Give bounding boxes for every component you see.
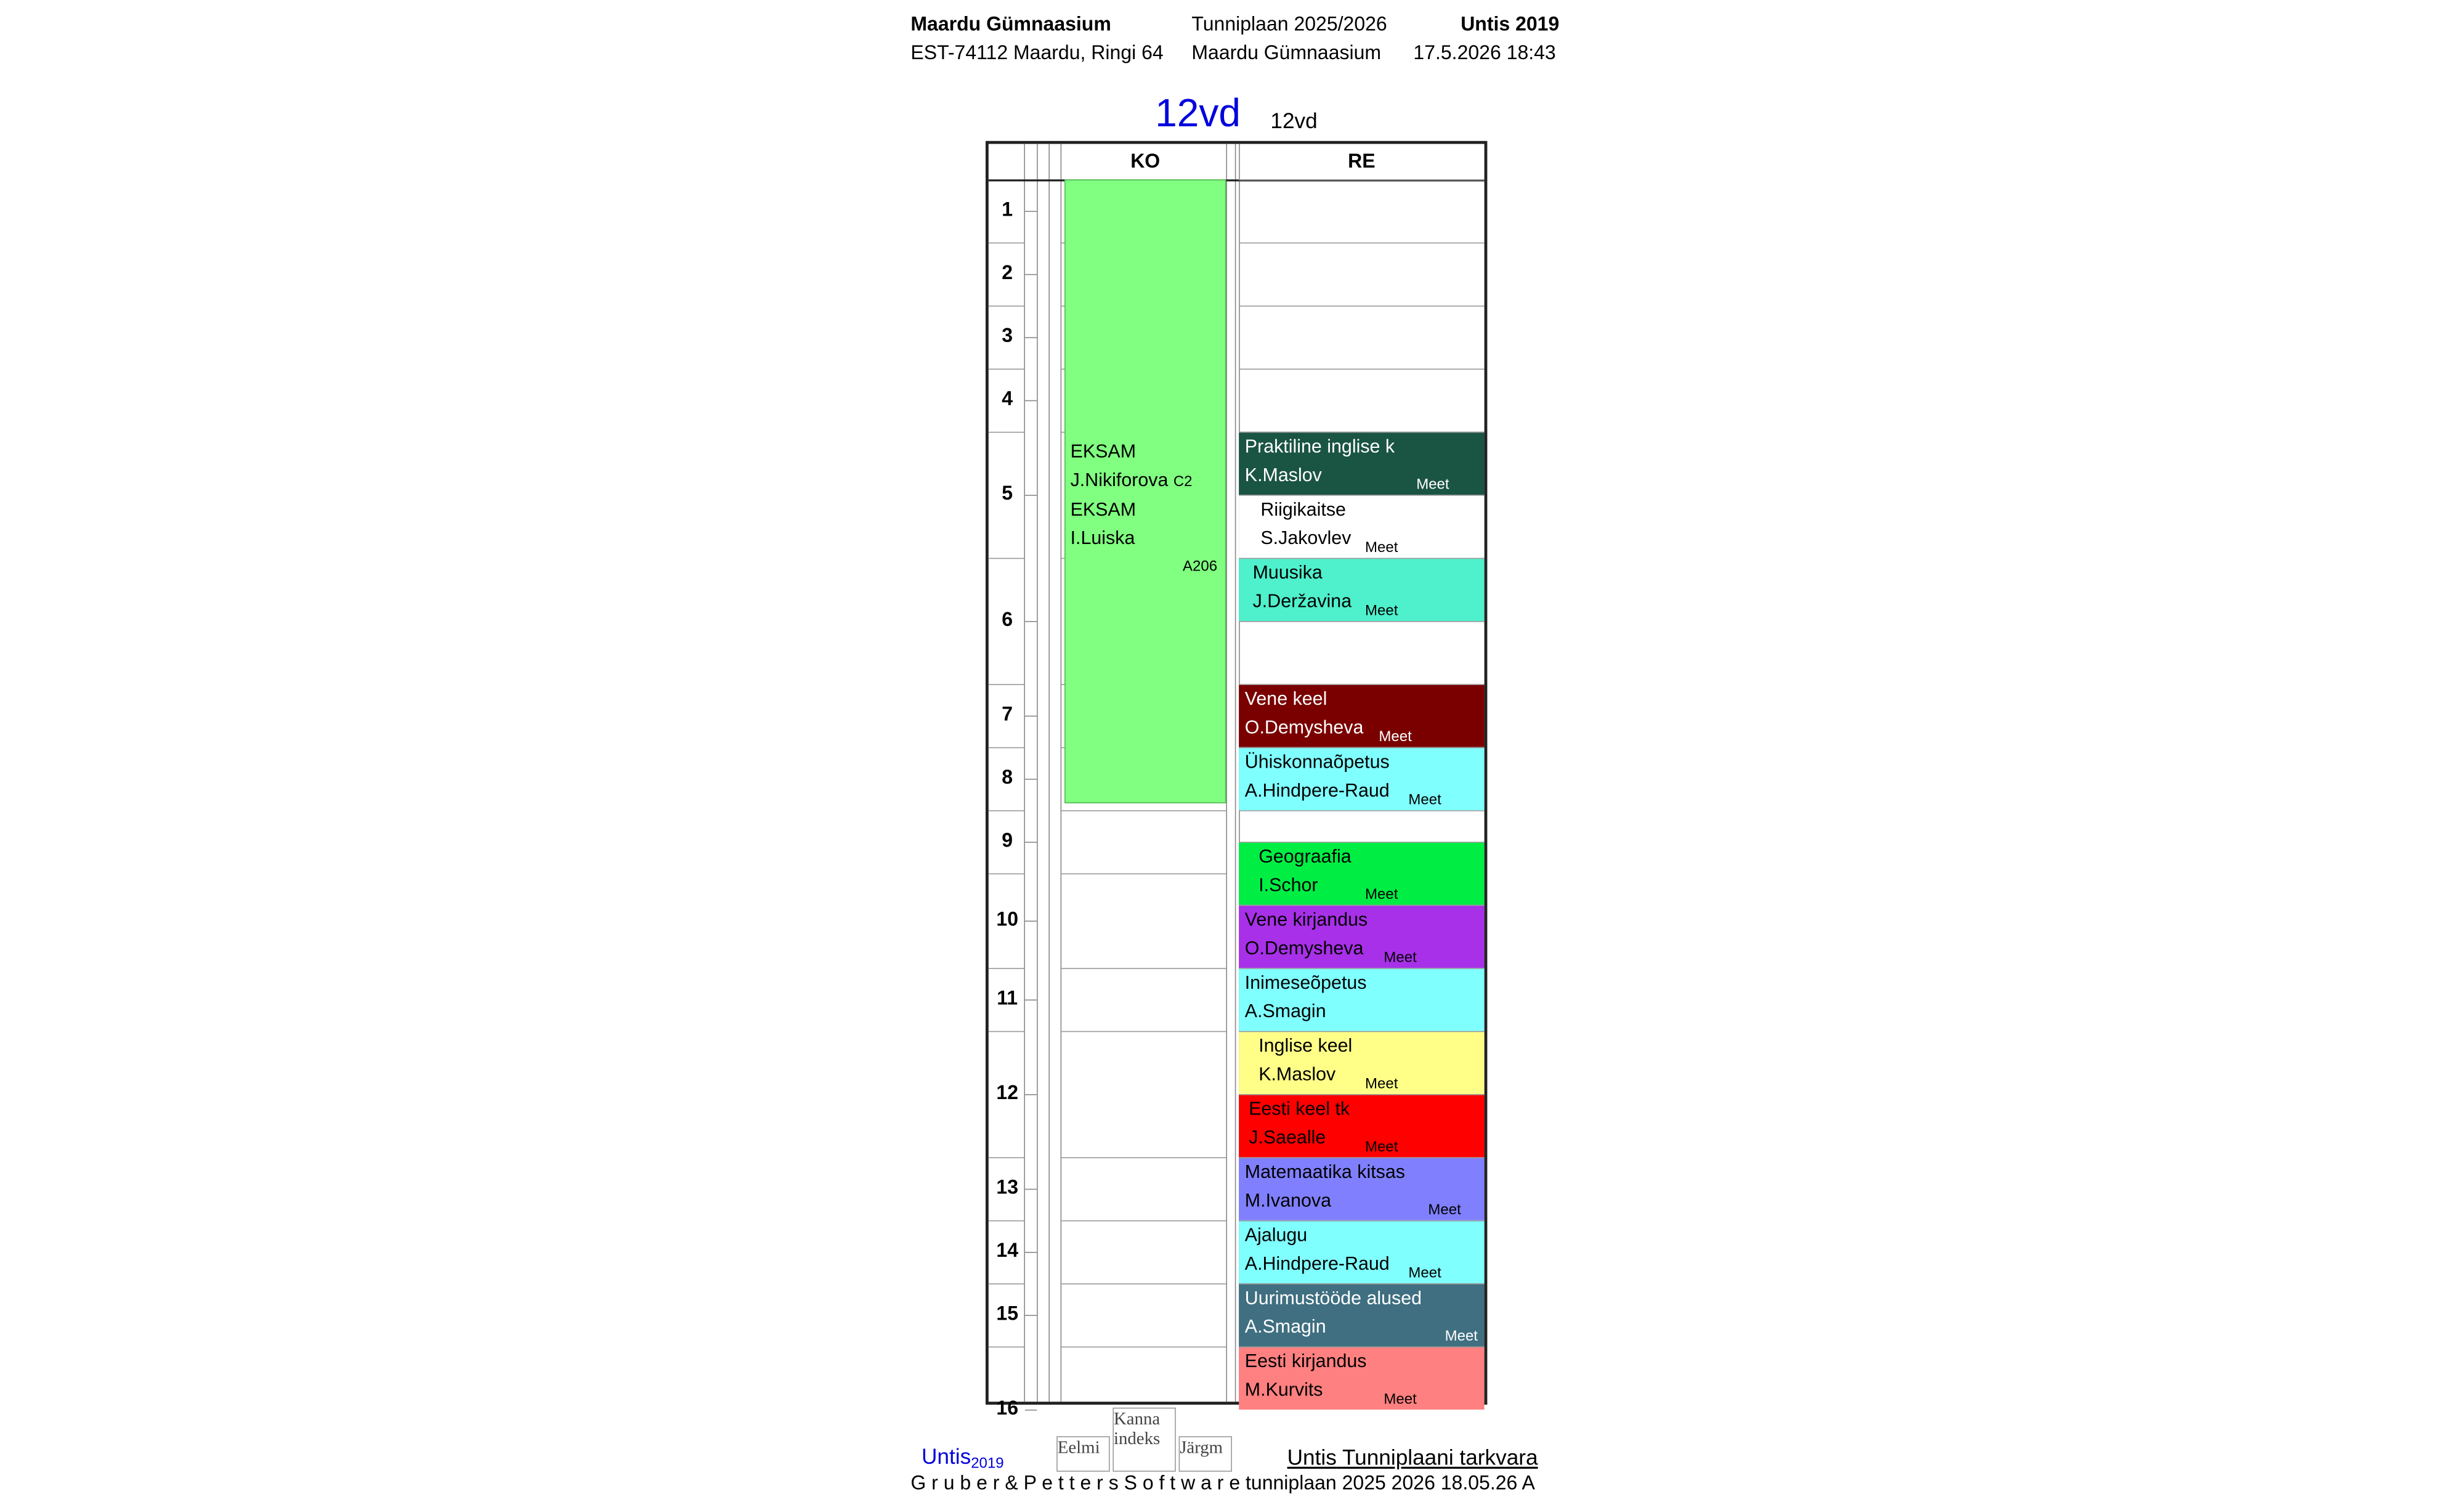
lesson-teacher: M.Ivanova [1244, 1190, 1332, 1212]
software-version: Untis 2019 [1461, 14, 1560, 36]
lesson-subject: Praktiline inglise k [1244, 436, 1395, 458]
lesson-subject: Muusika [1252, 562, 1323, 584]
company-name: G r u b e r & P e t t e r s S o f t w a r e [910, 1472, 1241, 1495]
school-name: Maardu Gümnaasium [910, 14, 1111, 36]
period-number: 1 [1002, 199, 1013, 221]
lesson-subject: Inglise keel [1258, 1036, 1353, 1057]
footer-links [1287, 1445, 1538, 1471]
lesson-room: Meet [1408, 1264, 1441, 1281]
period-number: 12 [996, 1082, 1018, 1104]
lesson-room: Meet [1379, 728, 1412, 745]
period-number: 3 [1002, 325, 1013, 347]
exam-label: EKSAM [1070, 441, 1137, 463]
lesson-teacher: J.Deržavina [1252, 591, 1352, 612]
prev-button[interactable] [1056, 1436, 1109, 1472]
lesson-cell[interactable] [1239, 1094, 1484, 1157]
lesson-room: Meet [1365, 1139, 1398, 1156]
lesson-room: Meet [1384, 1390, 1417, 1408]
lesson-cell[interactable] [1239, 558, 1484, 621]
lesson-subject: Matemaatika kitsas [1244, 1162, 1405, 1183]
lesson-cell[interactable] [1239, 1283, 1484, 1346]
lesson-subject: Riigikaitse [1260, 500, 1346, 521]
lesson-subject: Inimeseõpetus [1244, 973, 1367, 994]
period-number: 11 [997, 988, 1018, 1010]
lesson-subject: Ühiskonnaõpetus [1244, 752, 1390, 773]
lesson-cell[interactable] [1239, 1347, 1484, 1410]
day-header-re: RE [1348, 150, 1376, 173]
index-button[interactable] [1112, 1408, 1175, 1472]
lesson-subject: Ajalugu [1244, 1225, 1308, 1246]
lesson-room: Meet [1428, 1201, 1461, 1219]
lesson-teacher: A.Smagin [1244, 1317, 1326, 1338]
period-number: 6 [1002, 609, 1013, 631]
lesson-subject: Geograafia [1258, 846, 1352, 867]
untis-link[interactable]: Untis [1287, 1445, 1337, 1470]
generated-datetime: 17.5.2026 18:43 [1413, 42, 1556, 64]
lesson-room: Meet [1365, 602, 1398, 619]
lesson-cell[interactable] [1239, 905, 1484, 968]
lesson-room: Meet [1384, 949, 1417, 966]
lesson-cell[interactable] [1239, 432, 1484, 495]
lesson-teacher: K.Maslov [1244, 465, 1322, 486]
exam-label: EKSAM [1070, 500, 1137, 521]
lesson-subject: Vene keel [1244, 689, 1327, 710]
lesson-cell[interactable] [1239, 684, 1484, 747]
lesson-cell[interactable] [1239, 1220, 1484, 1283]
period-number: 8 [1002, 766, 1013, 789]
period-number: 16 [996, 1397, 1018, 1419]
period-number: 9 [1002, 830, 1013, 852]
period-number: 13 [996, 1177, 1018, 1199]
lesson-teacher: J.Saealle [1249, 1127, 1326, 1148]
lesson-room: Meet [1416, 476, 1449, 493]
period-number: 5 [1002, 483, 1013, 505]
next-button-label: Järgm [1180, 1437, 1223, 1457]
prev-button-label: Eelmi [1057, 1437, 1100, 1457]
exam-teacher: J.Nikiforova C2 [1070, 470, 1193, 491]
lesson-subject: Eesti kirjandus [1244, 1351, 1367, 1373]
export-info: tunniplaan 2025 2026 18.05.26 A [1246, 1472, 1535, 1495]
lesson-teacher: O.Demysheva [1244, 717, 1364, 739]
lesson-subject: Uurimustööde alused [1244, 1288, 1422, 1309]
plan-school: Maardu Gümnaasium [1191, 42, 1382, 64]
next-button[interactable] [1179, 1436, 1232, 1472]
lesson-teacher: A.Smagin [1244, 1001, 1326, 1023]
lesson-room: Meet [1408, 791, 1441, 808]
lesson-teacher: A.Hindpere-Raud [1244, 781, 1390, 802]
lesson-room: Meet [1365, 1075, 1398, 1092]
exam-teacher: I.Luiska [1070, 528, 1135, 550]
timetable-grid [986, 141, 1487, 1419]
plan-title: Tunniplaan 2025/2026 [1191, 14, 1387, 36]
lesson-cell[interactable] [1239, 495, 1484, 558]
class-subtitle: 12vd [1270, 108, 1318, 133]
exam-room: C2 [1173, 473, 1193, 490]
lesson-room: Meet [1365, 539, 1398, 556]
exam-block[interactable] [1064, 179, 1226, 803]
lesson-teacher: S.Jakovlev [1260, 528, 1352, 550]
lesson-subject: Eesti keel tk [1249, 1099, 1350, 1120]
period-number: 2 [1002, 262, 1013, 284]
lesson-cell[interactable] [1239, 1031, 1484, 1094]
period-number: 7 [1002, 704, 1013, 726]
lesson-cell[interactable] [1239, 842, 1484, 904]
lesson-teacher: K.Maslov [1258, 1065, 1336, 1086]
lesson-cell[interactable] [1239, 968, 1484, 1031]
footer-info [910, 1472, 1534, 1495]
lesson-room: Meet [1445, 1328, 1478, 1345]
period-number: 10 [996, 909, 1018, 931]
period-number: 15 [996, 1303, 1018, 1325]
footer-untis-logo: Untis$_{2019}$ [922, 1444, 1004, 1472]
period-number: 4 [1002, 388, 1013, 410]
exam-room: A206 [1183, 558, 1218, 575]
lesson-room: Meet [1365, 886, 1398, 903]
school-address: EST-74112 Maardu, Ringi 64 [910, 42, 1164, 64]
software-link[interactable]: Tunniplaani tarkvara [1342, 1445, 1538, 1470]
class-title: 12vd [1155, 91, 1241, 136]
day-header-ko: KO [1130, 150, 1161, 173]
index-button-label: Kanna indeks [1114, 1408, 1161, 1448]
lesson-teacher: M.Kurvits [1244, 1380, 1323, 1401]
lesson-cell[interactable] [1239, 1157, 1484, 1220]
lesson-subject: Vene kirjandus [1244, 909, 1368, 931]
lesson-cell[interactable] [1239, 747, 1484, 810]
lesson-teacher: I.Schor [1258, 875, 1318, 896]
lesson-teacher: A.Hindpere-Raud [1244, 1254, 1390, 1275]
period-number: 14 [996, 1240, 1018, 1262]
lesson-teacher: O.Demysheva [1244, 938, 1364, 959]
